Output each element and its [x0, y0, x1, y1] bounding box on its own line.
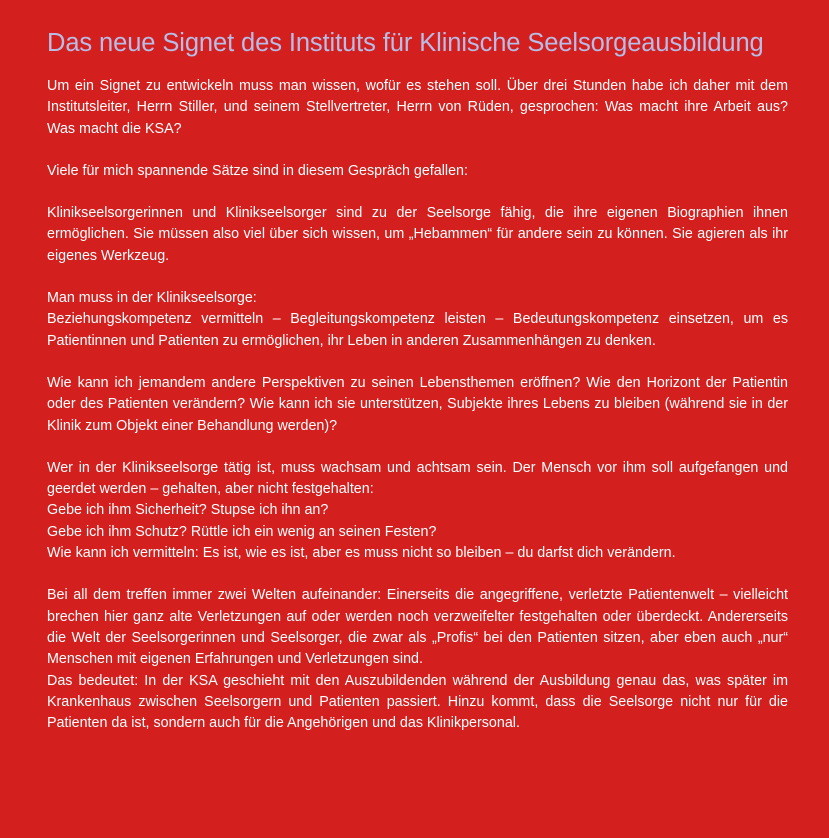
paragraph-meaning: Das bedeutet: In der KSA geschieht mit den Auszubildenden während der Ausbildung genau das, was später im Krankenhaus zwischen Seelsorgern und Patienten passiert. Hinzu kommt, dass die Seelsorge nicht nur für die Patienten da ist, sondern auch für die Angehörigen und das Klinikpersonal.	[47, 672, 788, 732]
paragraph-worlds: Bei all dem treffen immer zwei Welten aufeinander: Einerseits die angegriffene, verletzte Patientenwelt – vielleicht brechen hier ganz alte Verletzungen auf oder werden noch verzweifelter festgehalten oder überdeckt. Andererseits die Welt der Seelsorgerinnen und Seelsorger, die zwar als „Profis“ bei den Patienten sitzen, aber eben auch „nur“ Menschen mit eigenen Erfahrungen und Verletzungen sind.	[47, 587, 788, 668]
paragraph-competence	[47, 288, 788, 352]
paragraph-vigilance	[47, 458, 788, 564]
paragraph-biographies: Klinikseelsorgerinnen und Klinikseelsorger sind zu der Seelsorge fähig, die ihre eigenen Biographien ihnen ermöglichen. Sie müssen also viel über sich wissen, um „Hebammen“ für andere sein zu können. Sie agieren als ihr eigenes Werkzeug.	[47, 205, 788, 264]
page-title: Das neue Signet des Instituts für Klinische Seelsorgeausbildung	[47, 29, 764, 57]
competence-text: Beziehungskompetenz vermitteln – Begleitungskompetenz leisten – Bedeutungskompetenz einsetzen, um es Patientinnen und Patienten zu ermöglichen, ihr Leben in anderen Zusammenhängen zu denken.	[47, 311, 788, 349]
vigilance-question-2: Gebe ich ihm Schutz? Rüttle ich ein wenig an seinen Festen?	[47, 523, 437, 540]
paragraph-perspective: Wie kann ich jemandem andere Perspektiven zu seinen Lebensthemen eröffnen? Wie den Horizont der Patientin oder des Patienten verändern? Wie kann ich sie unterstützen, Subjekte ihres Lebens zu bleiben (während sie in der Klinik zum Objekt einer Behandlung werden)?	[47, 374, 788, 434]
article-body	[47, 76, 788, 755]
paragraph-sentences: Viele für mich spannende Sätze sind in diesem Gespräch gefallen:	[47, 162, 468, 179]
competence-intro: Man muss in der Klinikseelsorge:	[47, 290, 257, 307]
vigilance-question-1: Gebe ich ihm Sicherheit? Stupse ich ihn an?	[47, 502, 329, 519]
vigilance-text: Wer in der Klinikseelsorge tätig ist, muss wachsam und achtsam sein. Der Mensch vor ihm soll aufgefangen und geerdet werden – gehalten, aber nicht festgehalten:	[47, 459, 788, 498]
vigilance-question-3: Wie kann ich vermitteln: Es ist, wie es ist, aber es muss nicht so bleiben – du darfst dich verändern.	[47, 545, 676, 562]
paragraph-intro: Um ein Signet zu entwickeln muss man wissen, wofür es stehen soll. Über drei Stunden habe ich daher mit dem Institutsleiter, Herrn Stiller, und seinem Stellvertreter, Herrn von Rüden, gesprochen: Was macht ihre Arbeit aus? Was macht die KSA?	[47, 78, 788, 137]
